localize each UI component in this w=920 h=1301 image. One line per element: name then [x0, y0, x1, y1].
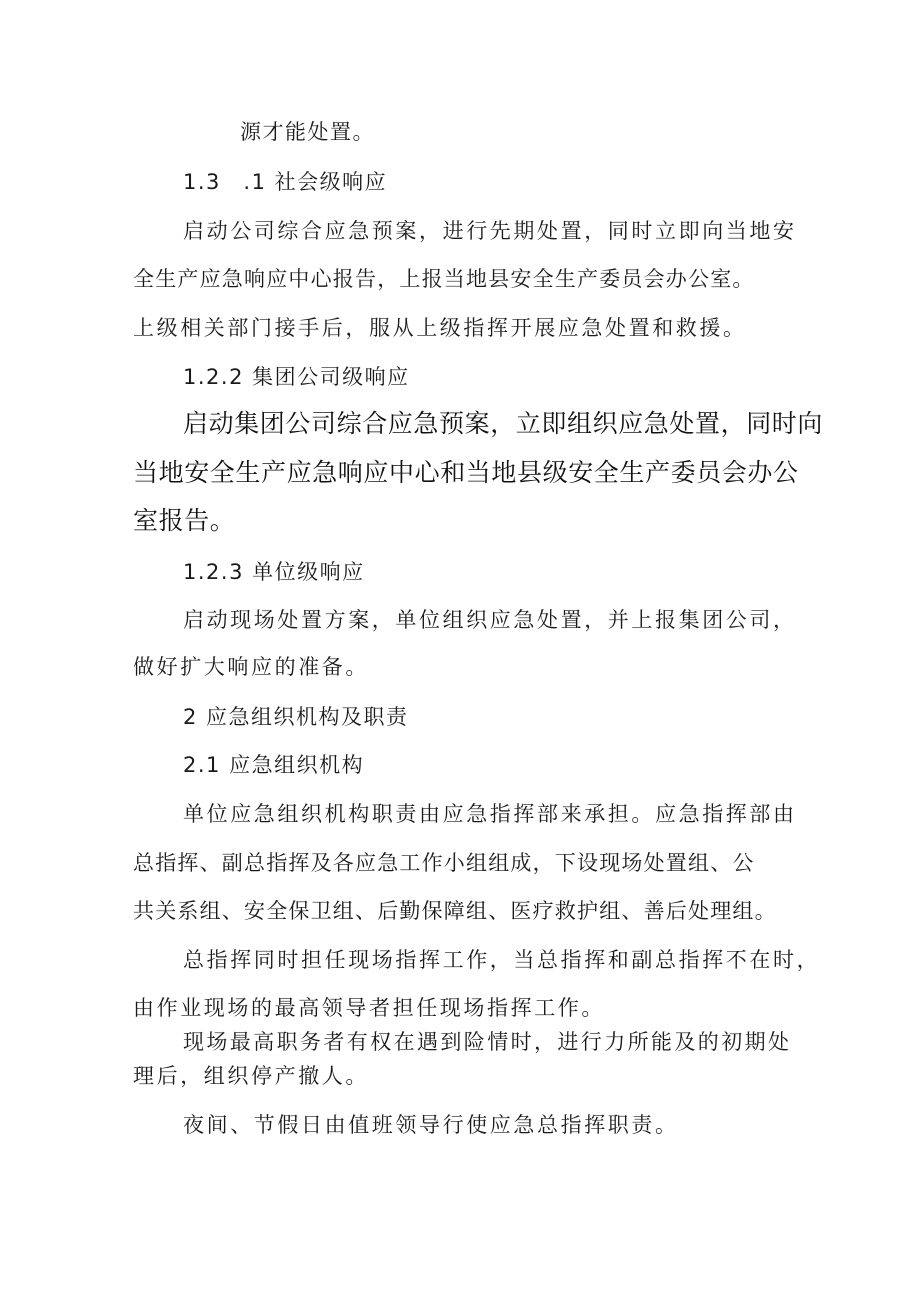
- text-line: 总指挥同时担任现场指挥工作，当总指挥和副总指挥不在时，: [183, 948, 821, 972]
- text-line: 单位应急组织机构职责由应急指挥部来承担。应急指挥部由: [183, 802, 797, 826]
- text-line: 总指挥、副总指挥及各应急工作小组组成，下设现场处置组、公: [133, 851, 755, 875]
- text-line: 理后，组织停产撤人。: [133, 1064, 369, 1088]
- text-line: 启动现场处置方案，单位组织应急处置，并上报集团公司，: [183, 608, 797, 632]
- section-heading: 2.1 应急组织机构: [183, 753, 365, 777]
- text-line: 全生产应急响应中心报告，上报当地县安全生产委员会办公室。: [133, 267, 755, 291]
- section-heading: 1.2.2 集团公司级响应: [183, 365, 410, 389]
- section-heading: 1.2.3 单位级响应: [183, 560, 365, 584]
- text-line: 当地安全生产应急响应中心和当地县级安全生产委员会办公: [133, 458, 799, 487]
- text-line: 夜间、节假日由值班领导行使应急总指挥职责。: [183, 1113, 679, 1137]
- text-line: 由作业现场的最高领导者担任现场指挥工作。: [133, 996, 605, 1020]
- text-line: 室报告。: [133, 506, 236, 535]
- text-line: 启动公司综合应急预案，进行先期处置，同时立即向当地安: [183, 219, 797, 243]
- text-line: 启动集团公司综合应急预案，立即组织应急处置，同时向: [183, 409, 824, 438]
- text-line: 上级相关部门接手后，服从上级指挥开展应急处置和救援。: [133, 316, 747, 340]
- text-line: 源才能处置。: [240, 120, 375, 144]
- text-line: 共关系组、安全保卫组、后勤保障组、医疗救护组、善后处理组。: [133, 899, 777, 923]
- text-line: 现场最高职务者有权在遇到险情时，进行力所能及的初期处: [183, 1030, 792, 1054]
- section-heading: 2 应急组织机构及职责: [183, 705, 409, 729]
- text-line: 做好扩大响应的准备。: [133, 655, 369, 679]
- section-heading: 1.3 .1 社会级响应: [183, 170, 388, 194]
